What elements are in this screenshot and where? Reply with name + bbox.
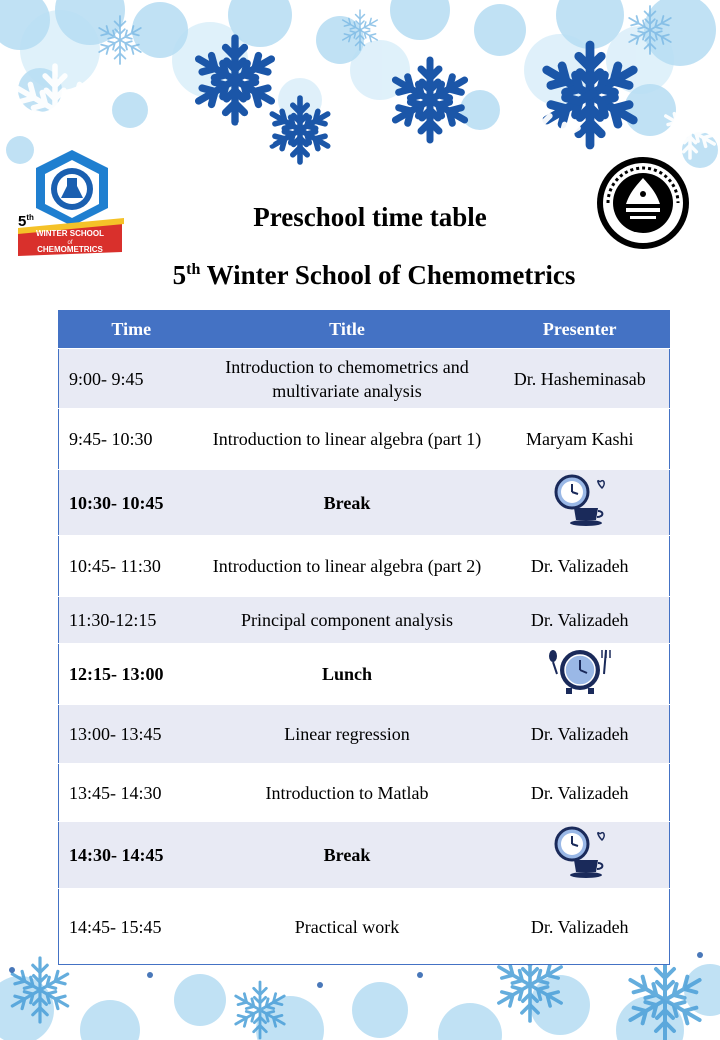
svg-text:of: of bbox=[67, 240, 73, 246]
row-title: Introduction to Matlab bbox=[204, 764, 491, 822]
row-presenter: Dr. Valizadeh bbox=[491, 705, 670, 764]
table-row bbox=[59, 889, 670, 965]
row-time: 13:00- 13:45 bbox=[59, 705, 204, 764]
table-row bbox=[59, 409, 670, 470]
row-time: 11:30-12:15 bbox=[59, 597, 204, 644]
row-presenter: Dr. Valizadeh bbox=[491, 889, 670, 965]
row-presenter: Dr. Hasheminasab bbox=[491, 349, 670, 409]
row-title: Break bbox=[204, 470, 491, 536]
table-row bbox=[59, 705, 670, 764]
table-row bbox=[59, 536, 670, 597]
table-row bbox=[59, 470, 670, 536]
svg-text:CHEMOMETRICS: CHEMOMETRICS bbox=[37, 245, 103, 254]
lunch-clock-icon bbox=[544, 644, 616, 698]
row-time: 14:30- 14:45 bbox=[59, 822, 204, 889]
row-presenter bbox=[491, 644, 670, 705]
table-row bbox=[59, 349, 670, 409]
row-title: Practical work bbox=[204, 889, 491, 965]
row-title: Principal component analysis bbox=[204, 597, 491, 644]
table-row bbox=[59, 764, 670, 822]
row-presenter: Maryam Kashi bbox=[491, 409, 670, 470]
row-title: Introduction to linear algebra (part 2) bbox=[204, 536, 491, 597]
row-time: 10:30- 10:45 bbox=[59, 470, 204, 536]
page-subtitle: 5th Winter School of Chemometrics bbox=[172, 260, 576, 290]
column-header-time: Time bbox=[59, 311, 204, 349]
svg-text:WINTER SCHOOL: WINTER SCHOOL bbox=[36, 229, 104, 238]
page-title: Preschool time table bbox=[253, 202, 487, 232]
row-time: 14:45- 15:45 bbox=[59, 889, 204, 965]
table-row bbox=[59, 822, 670, 889]
row-title: Linear regression bbox=[204, 705, 491, 764]
row-time: 10:45- 11:30 bbox=[59, 536, 204, 597]
row-presenter bbox=[491, 822, 670, 889]
row-title: Introduction to linear algebra (part 1) bbox=[204, 409, 491, 470]
row-time: 9:00- 9:45 bbox=[59, 349, 204, 409]
row-time: 13:45- 14:30 bbox=[59, 764, 204, 822]
row-title: Break bbox=[204, 822, 491, 889]
svg-text:5th: 5th bbox=[18, 213, 34, 230]
table-row bbox=[59, 597, 670, 644]
table-header-row bbox=[59, 311, 670, 349]
column-header-presenter: Presenter bbox=[491, 311, 670, 349]
row-time: 9:45- 10:30 bbox=[59, 409, 204, 470]
row-presenter: Dr. Valizadeh bbox=[491, 597, 670, 644]
row-presenter: Dr. Valizadeh bbox=[491, 764, 670, 822]
row-title: Lunch bbox=[204, 644, 491, 705]
column-header-title: Title bbox=[204, 311, 491, 349]
timetable bbox=[58, 310, 670, 965]
table-row bbox=[59, 644, 670, 705]
row-time: 12:15- 13:00 bbox=[59, 644, 204, 705]
coffee-clock-icon bbox=[552, 472, 608, 528]
row-presenter bbox=[491, 470, 670, 536]
coffee-clock-icon bbox=[552, 824, 608, 880]
row-presenter: Dr. Valizadeh bbox=[491, 536, 670, 597]
row-title: Introduction to chemometrics and multivariate analysis bbox=[204, 349, 491, 409]
